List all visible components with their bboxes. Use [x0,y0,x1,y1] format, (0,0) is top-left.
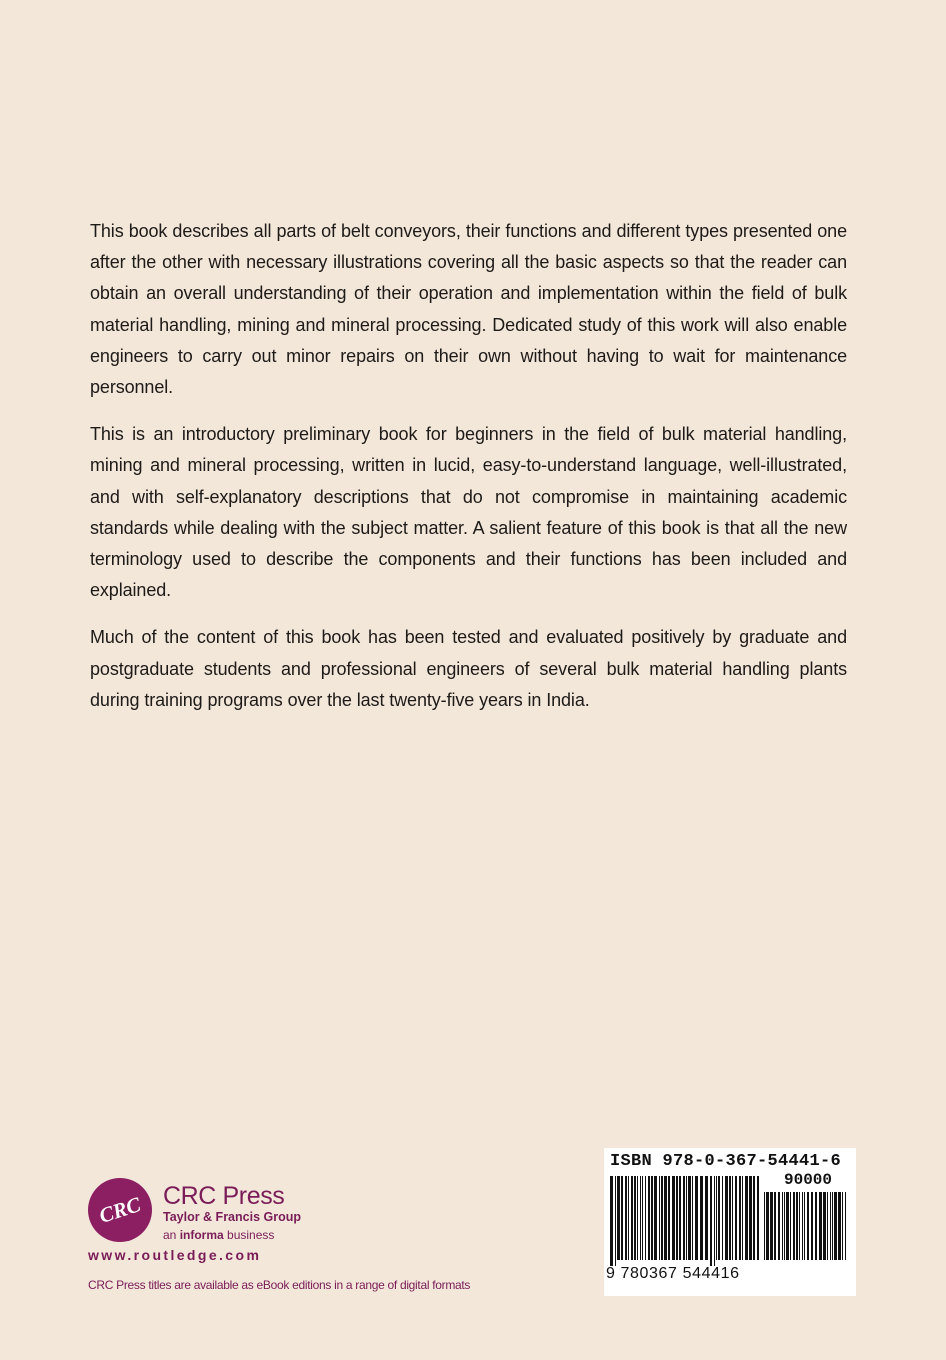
ebook-availability-note: CRC Press titles are available as eBook editions in a range of digital formats [88,1278,471,1292]
publisher-block [88,1178,508,1298]
back-cover-blurb [90,216,847,732]
isbn-barcode [604,1148,856,1296]
publisher-website: www.routledge.com [88,1247,262,1263]
ean-barcode-bars-icon [610,1176,762,1266]
isbn-digits: 9 780367 544416 [606,1265,740,1282]
price-code: 90000 [783,1171,832,1189]
blurb-paragraph-3: Much of the content of this book has been tested and evaluated positively by graduate and postgraduate students and professional engineers of several bulk material handling plants during training programs over the last twenty-five years in India. [90,627,847,710]
crc-logo-text: CRC [96,1191,144,1228]
publisher-group: Taylor & Francis Group [163,1210,301,1224]
blurb-paragraph-1: This book describes all parts of belt conveyors, their functions and different types presented one after the other with necessary illustrations covering all the basic aspects so that the reader can obtain an overall understanding of their operation and implementation within the field of bulk material handling, mining and mineral processing. Dedicated study of this work will also enable engineers to carry out minor repairs on their own without having to wait for maintenance personnel. [90,221,847,398]
crc-logo-icon [88,1178,152,1242]
price-addon-barcode-bars-icon [764,1192,848,1266]
blurb-paragraph-2: This is an introductory preliminary book for beginners in the field of bulk material handling, mining and mineral processing, written in lucid, easy-to-understand language, well-illustrated, and with self-explanatory descriptions that do not compromise in maintaining academic standards while dealing with the subject matter. A salient feature of this book is that all the new terminology used to describe the components and their functions has been included and explained. [90,424,847,601]
publisher-informa-tagline: an informa business [163,1228,275,1242]
publisher-name: CRC Press [163,1182,285,1210]
isbn-label: ISBN 978-0-367-54441-6 [610,1152,842,1171]
